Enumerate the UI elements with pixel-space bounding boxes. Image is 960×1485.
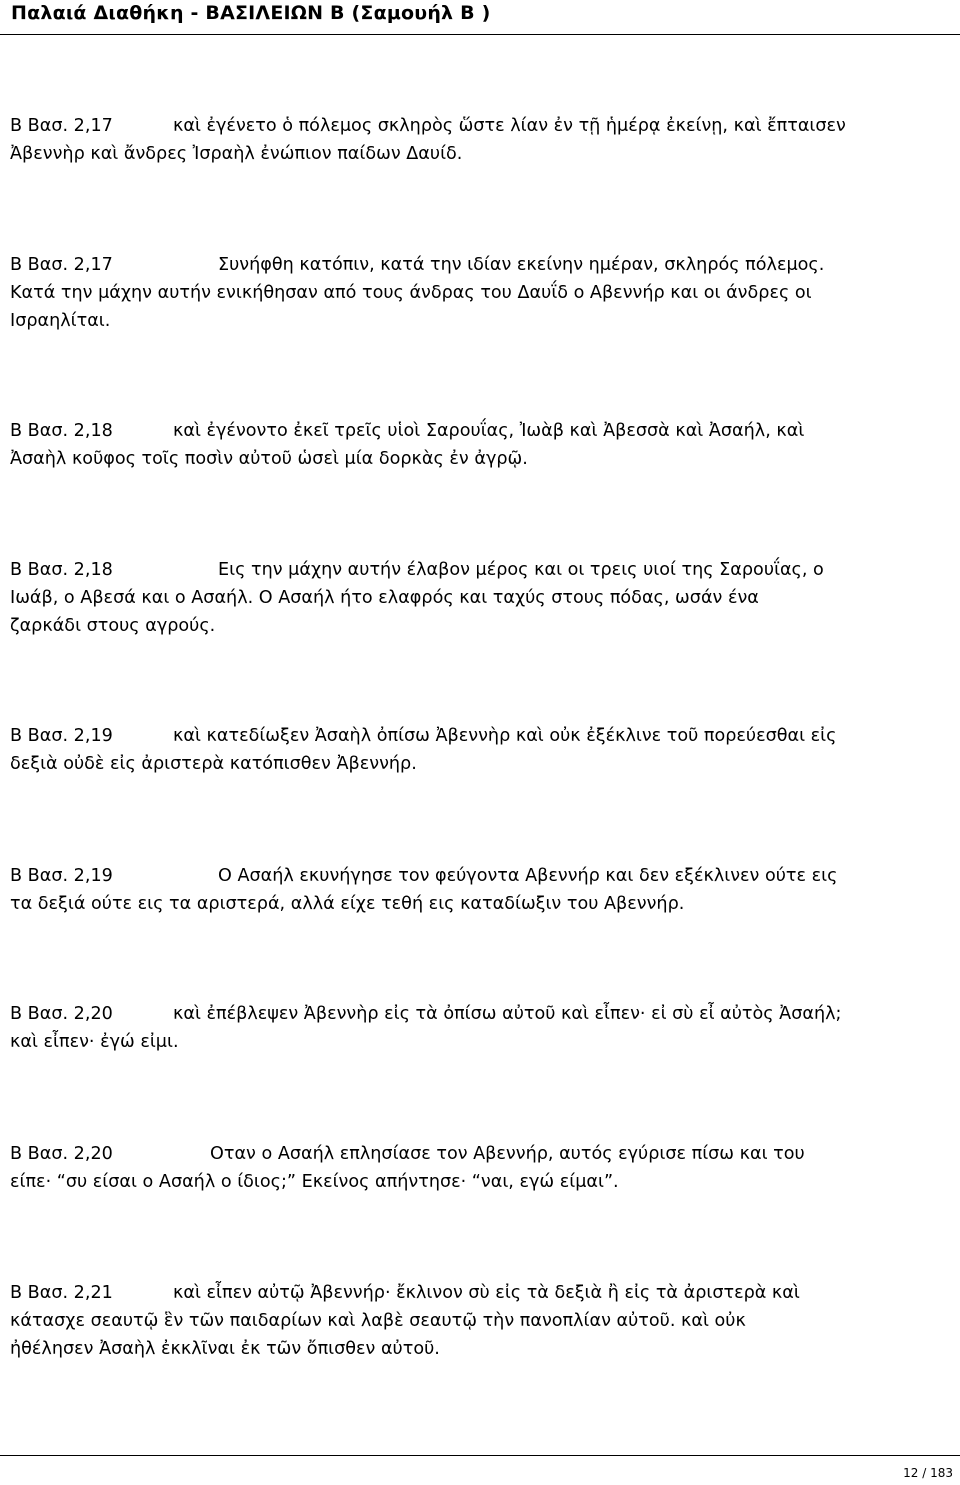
verse-text: καὶ κατεδίωξεν Ἀσαὴλ ὀπίσω Ἀβεννὴρ καὶ οὐκ ἐξέκλινε τοῦ πορεύεσθαι εἰς (173, 726, 837, 746)
verse-reference: Β Βασ. 2,19 (10, 726, 113, 746)
verse-block (10, 722, 950, 778)
verse-reference: Β Βασ. 2,17 (10, 116, 113, 136)
verse-reference: Β Βασ. 2,18 (10, 421, 113, 441)
verse-block (10, 556, 950, 640)
verse-text: Εις την μάχην αυτήν έλαβον μέρος και οι τρεις υιοί της Σαρουΐας, ο (218, 560, 824, 580)
verse-text: Συνήφθη κατόπιν, κατά την ιδίαν εκείνην ημέραν, σκληρός πόλεμος. (218, 255, 825, 275)
verse-block (10, 862, 950, 918)
verse-block (10, 251, 950, 335)
verse-block (10, 417, 950, 473)
footer-divider (0, 1455, 960, 1456)
verse-first-line (10, 251, 950, 279)
verse-reference: Β Βασ. 2,17 (10, 255, 113, 275)
verse-first-line (10, 556, 950, 584)
page-number: 12 / 183 (903, 1466, 953, 1480)
verse-first-line (10, 1140, 950, 1168)
verse-first-line (10, 722, 950, 750)
verse-text: καὶ ἐγένετο ὁ πόλεμος σκληρὸς ὥστε λίαν ἐν τῇ ἡμέρᾳ ἐκείνῃ, καὶ ἔπταισεν (173, 116, 846, 136)
verse-continuation-line: καὶ εἶπεν· ἐγώ εἰμι. (10, 1032, 179, 1052)
verse-continuation-line: Ἀβεννὴρ καὶ ἄνδρες Ἰσραὴλ ἐνώπιον παίδων Δαυίδ. (10, 144, 463, 164)
verse-reference: Β Βασ. 2,20 (10, 1144, 113, 1164)
verse-continuation-line: Ιωάβ, ο Αβεσά και ο Ασαήλ. Ο Ασαήλ ήτο ελαφρός και ταχύς στους πόδας, ωσάν ένα (10, 588, 759, 608)
verse-continuation-line: ζαρκάδι στους αγρούς. (10, 616, 216, 636)
verse-text: καὶ εἶπεν αὐτῷ Ἀβεννήρ· ἔκλινον σὺ εἰς τὰ δεξιὰ ἢ εἰς τὰ ἀριστερὰ καὶ (173, 1283, 800, 1303)
verse-block (10, 112, 950, 168)
verse-reference: Β Βασ. 2,18 (10, 560, 113, 580)
verse-text: καὶ ἐγένοντο ἐκεῖ τρεῖς υἱοὶ Σαρουΐας, Ἰωὰβ καὶ Ἀβεσσὰ καὶ Ἀσαήλ, καὶ (173, 421, 805, 441)
verse-first-line (10, 417, 950, 445)
verse-reference: Β Βασ. 2,21 (10, 1283, 113, 1303)
verse-reference: Β Βασ. 2,20 (10, 1004, 113, 1024)
verse-first-line (10, 862, 950, 890)
verse-continuation-line: δεξιὰ οὐδὲ εἰς ἀριστερὰ κατόπισθεν Ἀβεννήρ. (10, 754, 417, 774)
verse-reference: Β Βασ. 2,19 (10, 866, 113, 886)
verse-block (10, 1000, 950, 1056)
verse-text: Ο Ασαήλ εκυνήγησε τον φεύγοντα Αβεννήρ και δεν εξέκλινεν ούτε εις (218, 866, 838, 886)
verse-continuation-line: Ἀσαὴλ κοῦφος τοῖς ποσὶν αὐτοῦ ὡσεὶ μία δορκὰς ἐν ἀγρῷ. (10, 449, 528, 469)
verse-block (10, 1279, 950, 1363)
verse-continuation-line: είπε· “συ είσαι ο Ασαήλ ο ίδιος;” Εκείνος απήντησε· “ναι, εγώ είμαι”. (10, 1172, 619, 1192)
verse-continuation-line: κάτασχε σεαυτῷ ἓν τῶν παιδαρίων καὶ λαβὲ σεαυτῷ τὴν πανοπλίαν αὐτοῦ. καὶ οὐκ (10, 1311, 746, 1331)
header-divider (0, 34, 960, 35)
verse-text: Οταν ο Ασαήλ επλησίασε τον Αβεννήρ, αυτός εγύρισε πίσω και του (210, 1144, 805, 1164)
page-title: Παλαιά Διαθήκη - ΒΑΣΙΛΕΙΩΝ Β (Σαμουήλ Β ) (11, 2, 491, 24)
verse-continuation-line: ἠθέλησεν Ἀσαὴλ ἐκκλῖναι ἐκ τῶν ὄπισθεν αὐτοῦ. (10, 1339, 440, 1359)
verse-continuation-line: τα δεξιά ούτε εις τα αριστερά, αλλά είχε τεθή εις καταδίωξιν του Αβεννήρ. (10, 894, 685, 914)
verse-first-line (10, 1279, 950, 1307)
verse-continuation-line: Κατά την μάχην αυτήν ενικήθησαν από τους άνδρας του Δαυΐδ ο Αβεννήρ και οι άνδρες οι (10, 283, 812, 303)
verse-block (10, 1140, 950, 1196)
verse-text: καὶ ἐπέβλεψεν Ἀβεννὴρ εἰς τὰ ὀπίσω αὐτοῦ καὶ εἶπεν· εἰ σὺ εἶ αὐτὸς Ἀσαήλ; (173, 1004, 842, 1024)
verse-continuation-line: Ισραηλίται. (10, 311, 111, 331)
verse-first-line (10, 112, 950, 140)
verse-first-line (10, 1000, 950, 1028)
